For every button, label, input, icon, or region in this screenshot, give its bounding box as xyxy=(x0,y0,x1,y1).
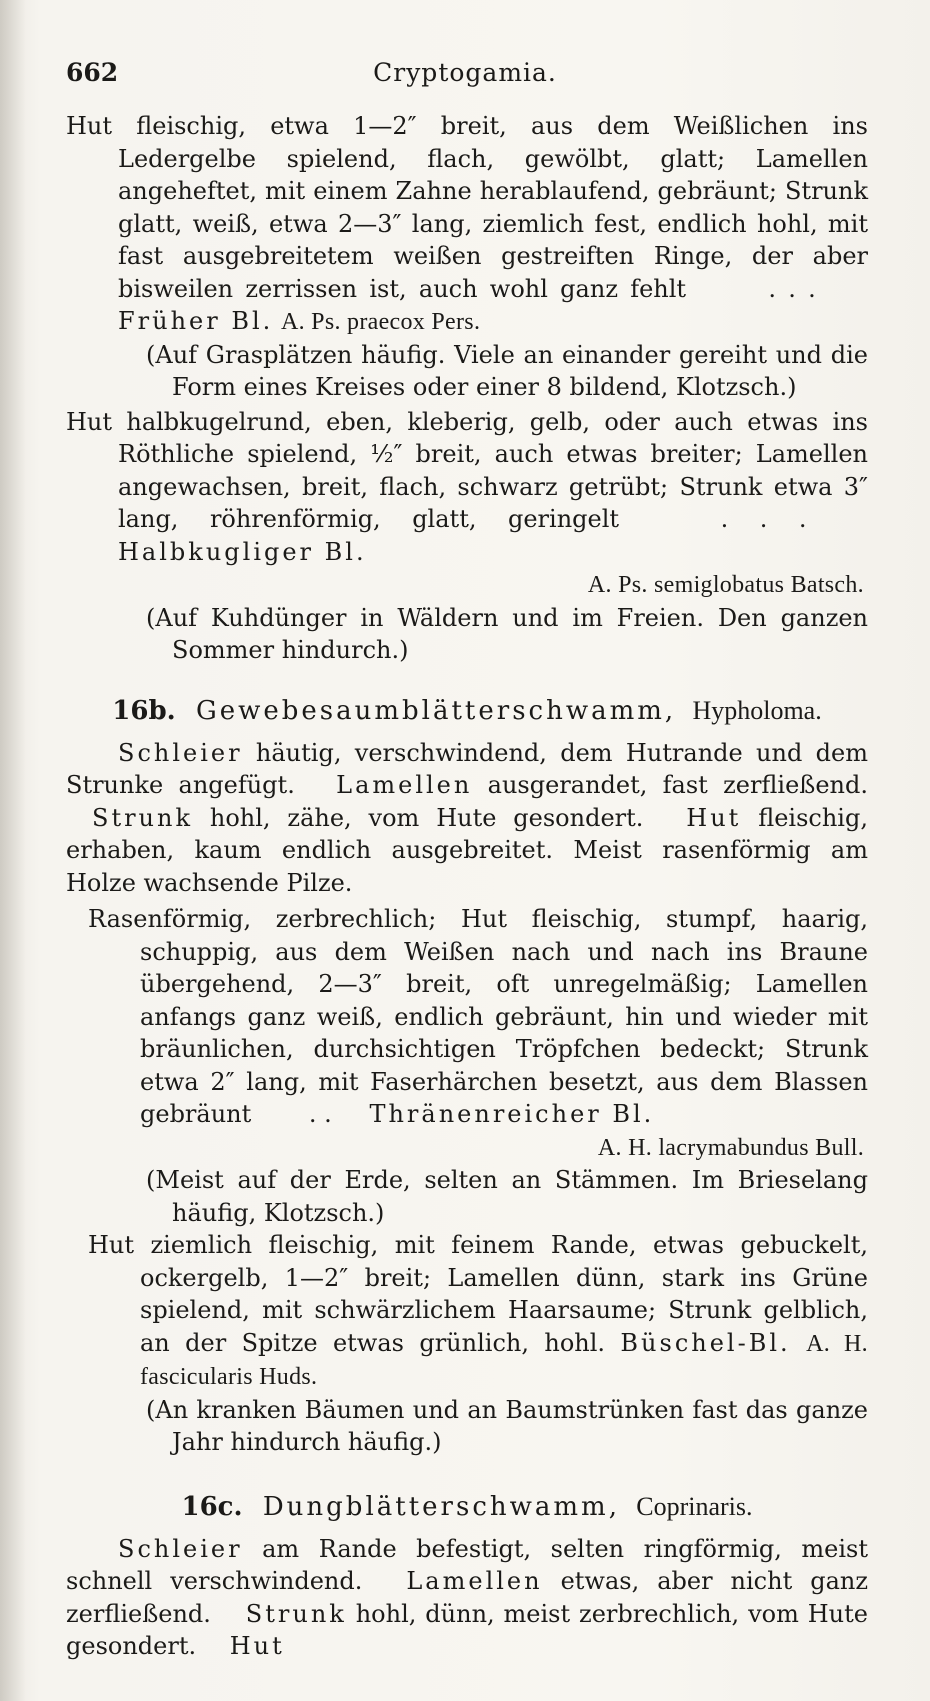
species-description: Hut fleischig, etwa 1—2″ breit, aus dem Weißlichen ins Ledergelbe spielend, flach, gewölbt, glatt; Lamellen angeheftet, mit einem Zahne herablaufend, gebräunt; Strunk glatt, weiß, etwa 2—3″ lang, ziemlich fest, endlich hohl, mit fast ausgebreitetem weißen gestreiften Ringe, der aber bisweilen zerrissen ist, auch wohl ganz fehlt xyxy=(66,112,868,303)
section-number: 16c. xyxy=(181,1491,243,1522)
desc-label: Schleier xyxy=(118,738,243,767)
common-name: Thränenreicher Bl. xyxy=(369,1100,655,1128)
desc-label: Lamellen xyxy=(406,1567,543,1595)
desc-text: häutig, verschwindend, dem Hutrande und dem Strunke angefügt. xyxy=(66,738,868,799)
binomial-line xyxy=(66,1131,868,1165)
page-body xyxy=(66,110,868,1663)
species-description: Rasenförmig, zerbrechlich; Hut fleischig, stumpf, haarig, schuppig, aus dem Weißen nach und nach ins Braune übergehend, 2—3″ breit, oft unregelmäßig; Lamellen anfangs ganz weiß, endlich gebräunt, hin und wieder mit bräunlichen, durchsichtigen Tröpfchen bedeckt; Strunk etwa 2″ lang, mit Faserhärchen besetzt, aus dem Blassen gebräunt xyxy=(88,905,868,1128)
leader-dots: . . xyxy=(308,1100,332,1128)
binomial-name: A. H. lacrymabundus Bull. xyxy=(597,1134,864,1161)
species-entry xyxy=(66,406,868,569)
species-entry xyxy=(66,110,868,339)
section-heading xyxy=(66,693,868,729)
desc-text: etwas, aber nicht ganz zerfließend. xyxy=(66,1567,868,1628)
desc-label: Hut xyxy=(686,803,742,832)
desc-label: Schleier xyxy=(118,1534,243,1563)
page-edge-shadow xyxy=(0,0,26,1701)
desc-label: Lamellen xyxy=(336,771,473,799)
binomial-line xyxy=(66,568,868,602)
desc-text: fleischig, erhaben, kaum endlich ausgebreitet. Meist rasenförmig am Holze wachsende Pilze. xyxy=(66,803,868,897)
section-name: Dungblätterschwamm, xyxy=(262,1491,620,1522)
page-number: 662 xyxy=(66,58,119,87)
binomial-name: A. Ps. praecox Pers. xyxy=(280,309,481,335)
binomial-name: A. H. fascicularis Huds. xyxy=(140,1330,868,1390)
habitat-note: (Meist auf der Erde, selten an Stämmen. Im Brieselang häufig, Klotzsch.) xyxy=(146,1166,868,1227)
section-description xyxy=(66,1533,868,1663)
section-description xyxy=(66,737,868,900)
section-latin-name: Coprinaris. xyxy=(636,1491,753,1521)
leader-dots: . . . xyxy=(720,505,807,533)
binomial-name: A. Ps. semiglobatus Batsch. xyxy=(587,572,864,598)
desc-text: am Rande befestigt, selten ringförmig, meist schnell verschwindend. xyxy=(66,1534,868,1595)
desc-label: Strunk xyxy=(92,803,194,832)
desc-text: ausgerandet, fast zerfließend. xyxy=(487,771,868,799)
habitat-note: (Auf Kuhdünger in Wäldern und im Freien. Den ganzen Sommer hindurch.) xyxy=(146,603,868,664)
desc-text: hohl, dünn, meist zerbrechlich, vom Hute gesondert. xyxy=(66,1599,868,1660)
common-name: Halbkugliger Bl. xyxy=(118,537,367,566)
species-entry xyxy=(88,1229,868,1394)
habitat-note: (Auf Grasplätzen häufig. Viele an einander gereiht und die Form eines Kreises oder einer 8 bildend, Klotzsch.) xyxy=(146,340,868,401)
running-title: Cryptogamia. xyxy=(373,58,557,87)
common-name: Büschel-Bl. xyxy=(620,1328,791,1357)
desc-label: Hut xyxy=(229,1632,285,1660)
species-description: Hut halbkugelrund, eben, kleberig, gelb, oder auch etwas ins Röthliche spielend, ½″ breit, auch etwas breiter; Lamellen angewachsen, breit, flach, schwarz getrübt; Strunk etwa 3″ lang, röhrenförmig, glatt, geringelt xyxy=(66,407,868,533)
common-name: Früher Bl. xyxy=(118,307,274,335)
section-name: Gewebesaumblätterschwamm, xyxy=(195,695,677,726)
section-number: 16b. xyxy=(112,695,176,726)
section-heading xyxy=(66,1489,868,1525)
desc-text: hohl, zähe, vom Hute gesondert. xyxy=(209,803,644,832)
page-header xyxy=(66,58,864,98)
section-latin-name: Hypholoma. xyxy=(692,695,822,725)
leader-dots: . . . xyxy=(768,274,816,303)
species-entry xyxy=(88,903,868,1131)
desc-label: Strunk xyxy=(245,1599,347,1628)
species-description: Hut ziemlich fleischig, mit feinem Rande, etwas gebuckelt, ockergelb, 1—2″ breit; Lamellen dünn, stark ins Grüne spielend, mit schwärzlichem Haarsaume; Strunk gelblich, an der Spitze etwas grünlich, hohl. xyxy=(88,1231,868,1357)
habitat-note: (An kranken Bäumen und an Baumstrünken fast das ganze Jahr hindurch häufig.) xyxy=(146,1395,868,1456)
